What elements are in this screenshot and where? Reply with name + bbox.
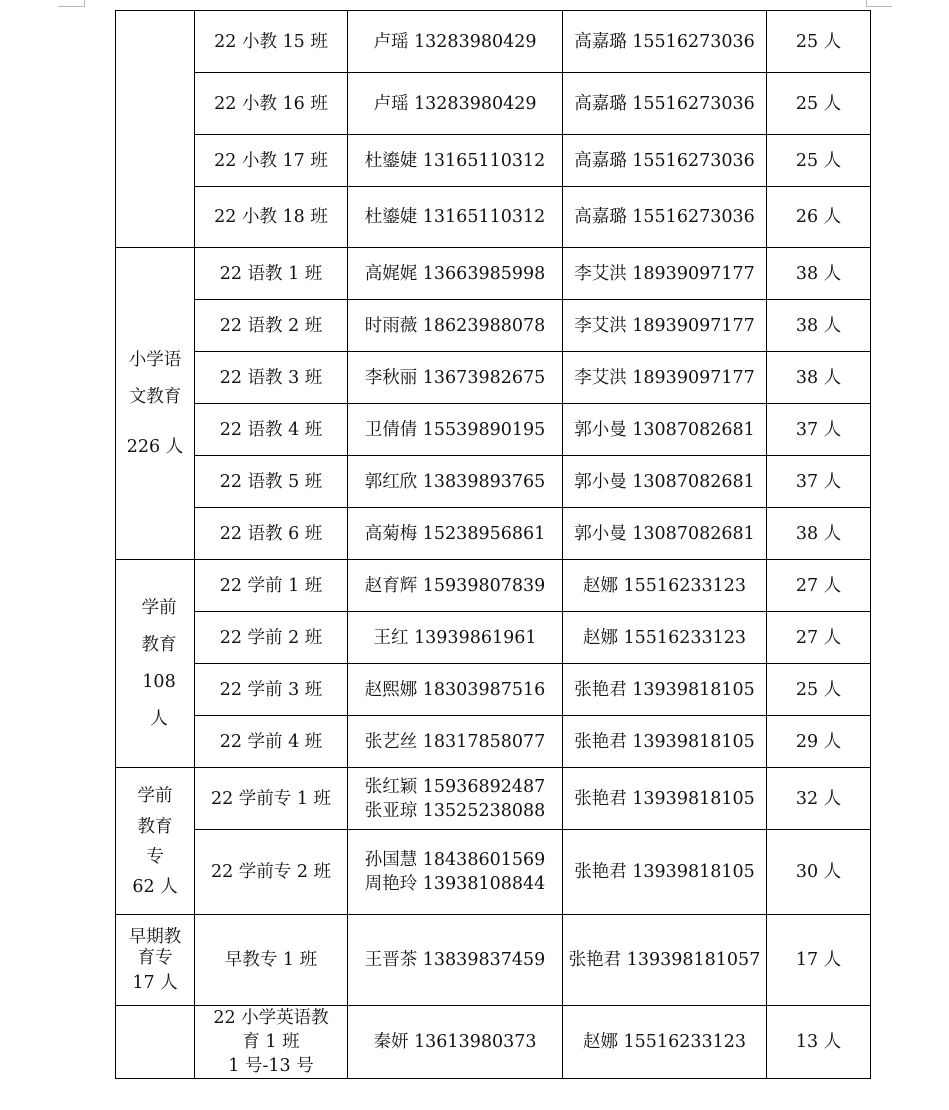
table-row (116, 187, 871, 248)
student-count-cell: 38 人 (767, 508, 871, 560)
category-line: 17 人 (132, 972, 178, 993)
table-row (116, 768, 871, 830)
student-count-cell: 26 人 (767, 187, 871, 248)
class-name-cell: 22 学前 2 班 (195, 612, 348, 664)
table-row (116, 456, 871, 508)
tutor-contact-cell: 张艺丝 18317858077 (348, 716, 563, 768)
table-row (116, 1006, 871, 1079)
student-count-cell: 37 人 (767, 456, 871, 508)
adviser-contact-cell: 郭小曼 13087082681 (563, 404, 767, 456)
category-cell (116, 560, 195, 768)
table-row (116, 73, 871, 135)
class-name-cell (195, 1006, 348, 1079)
adviser-contact-cell: 张艳君 13939818105 (563, 830, 767, 915)
adviser-contact-cell: 张艳君 13939818105 (563, 716, 767, 768)
class-name-cell: 22 小教 17 班 (195, 135, 348, 187)
adviser-contact-cell: 张艳君 139398181057 (563, 915, 767, 1006)
class-name-cell: 22 语教 4 班 (195, 404, 348, 456)
class-name-cell: 22 学前 1 班 (195, 560, 348, 612)
category-cell (116, 768, 195, 915)
page-corner-mark-top-right-h (866, 6, 892, 7)
class-name-cell: 22 小教 18 班 (195, 187, 348, 248)
student-count-cell: 25 人 (767, 11, 871, 73)
student-count-cell: 27 人 (767, 612, 871, 664)
category-line: 教育 (137, 817, 173, 837)
adviser-contact-cell: 李艾洪 18939097177 (563, 352, 767, 404)
tutor-contact-line: 张亚琼 13525238088 (364, 800, 546, 821)
class-name-cell: 22 学前专 2 班 (195, 830, 348, 915)
category-line: 学前 (137, 786, 173, 806)
student-count-cell: 13 人 (767, 1006, 871, 1079)
adviser-contact-cell: 郭小曼 13087082681 (563, 456, 767, 508)
category-line: 人 (150, 708, 168, 729)
table-row (116, 830, 871, 915)
tutor-contact-cell: 卢瑶 13283980429 (348, 73, 563, 135)
table-row (116, 352, 871, 404)
student-count-cell: 30 人 (767, 830, 871, 915)
table-row (116, 560, 871, 612)
class-name-cell: 22 小教 16 班 (195, 73, 348, 135)
adviser-contact-cell: 郭小曼 13087082681 (563, 508, 767, 560)
tutor-contact-cell: 杜鎏婕 13165110312 (348, 187, 563, 248)
class-name-cell: 22 语教 5 班 (195, 456, 348, 508)
tutor-contact-line: 孙国慧 18438601569 (364, 850, 546, 870)
tutor-contact-cell: 王晋茶 13839837459 (348, 915, 563, 1006)
table-row (116, 11, 871, 73)
student-count-cell: 29 人 (767, 716, 871, 768)
class-name-cell: 22 学前 4 班 (195, 716, 348, 768)
class-name-line: 22 小学英语教 (213, 1008, 329, 1028)
category-line: 教育 (141, 634, 177, 655)
adviser-contact-cell: 高嘉璐 15516273036 (563, 73, 767, 135)
category-line: 62 人 (132, 877, 178, 897)
tutor-contact-cell: 李秋丽 13673982675 (348, 352, 563, 404)
student-count-cell: 37 人 (767, 404, 871, 456)
tutor-contact-cell: 高娓娓 13663985998 (348, 248, 563, 300)
tutor-contact-cell: 卫倩倩 15539890195 (348, 404, 563, 456)
student-count-cell: 25 人 (767, 73, 871, 135)
student-count-cell: 38 人 (767, 300, 871, 352)
category-cell (116, 915, 195, 1006)
class-name-cell: 22 学前 3 班 (195, 664, 348, 716)
tutor-contact-cell: 杜鎏婕 13165110312 (348, 135, 563, 187)
category-cell (116, 248, 195, 560)
student-count-cell: 27 人 (767, 560, 871, 612)
table-row (116, 664, 871, 716)
class-roster-table (115, 10, 871, 1079)
page-corner-mark-top-left-v (84, 0, 85, 7)
category-line: 226 人 (126, 437, 184, 457)
category-line: 早期教 (128, 926, 182, 947)
adviser-contact-cell: 张艳君 13939818105 (563, 768, 767, 830)
category-cell (116, 1006, 195, 1079)
tutor-contact-cell: 卢瑶 13283980429 (348, 11, 563, 73)
class-name-cell: 22 语教 1 班 (195, 248, 348, 300)
category-line: 育专 (137, 947, 173, 968)
tutor-contact-line: 周艳玲 13938108844 (364, 874, 546, 894)
student-count-cell: 38 人 (767, 248, 871, 300)
class-name-cell: 22 小教 15 班 (195, 11, 348, 73)
student-count-cell: 32 人 (767, 768, 871, 830)
class-name-line: 1 号-13 号 (228, 1056, 314, 1076)
adviser-contact-cell: 赵娜 15516233123 (563, 612, 767, 664)
page-corner-mark-top-right-v (866, 0, 867, 7)
page-corner-mark-top-left-h (58, 6, 84, 7)
category-line: 专 (146, 847, 164, 867)
adviser-contact-cell: 赵娜 15516233123 (563, 560, 767, 612)
adviser-contact-cell: 赵娜 15516233123 (563, 1006, 767, 1079)
table-row (116, 716, 871, 768)
class-name-cell: 22 学前专 1 班 (195, 768, 348, 830)
tutor-contact-cell: 时雨薇 18623988078 (348, 300, 563, 352)
adviser-contact-cell: 张艳君 13939818105 (563, 664, 767, 716)
table-row (116, 508, 871, 560)
tutor-contact-cell: 秦妍 13613980373 (348, 1006, 563, 1079)
tutor-contact-cell: 赵熙娜 18303987516 (348, 664, 563, 716)
class-name-cell: 22 语教 6 班 (195, 508, 348, 560)
adviser-contact-cell: 高嘉璐 15516273036 (563, 135, 767, 187)
student-count-cell: 17 人 (767, 915, 871, 1006)
class-name-line: 育 1 班 (242, 1032, 300, 1052)
category-line: 108 (142, 671, 176, 692)
table-row (116, 404, 871, 456)
tutor-contact-cell (348, 830, 563, 915)
adviser-contact-cell: 高嘉璐 15516273036 (563, 11, 767, 73)
student-count-cell: 25 人 (767, 135, 871, 187)
tutor-contact-cell: 王红 13939861961 (348, 612, 563, 664)
category-cell (116, 11, 195, 248)
class-name-cell: 早教专 1 班 (195, 915, 348, 1006)
tutor-contact-line: 张红颖 15936892487 (364, 776, 546, 797)
table-row (116, 135, 871, 187)
tutor-contact-cell: 郭红欣 13839893765 (348, 456, 563, 508)
class-name-cell: 22 语教 3 班 (195, 352, 348, 404)
table-row (116, 300, 871, 352)
tutor-contact-cell: 高菊梅 15238956861 (348, 508, 563, 560)
category-line: 文教育 (128, 387, 182, 407)
student-count-cell: 25 人 (767, 664, 871, 716)
class-name-cell: 22 语教 2 班 (195, 300, 348, 352)
category-line: 学前 (141, 597, 177, 618)
table-row (116, 612, 871, 664)
table-row (116, 915, 871, 1006)
adviser-contact-cell: 李艾洪 18939097177 (563, 248, 767, 300)
adviser-contact-cell: 李艾洪 18939097177 (563, 300, 767, 352)
table-row (116, 248, 871, 300)
adviser-contact-cell: 高嘉璐 15516273036 (563, 187, 767, 248)
tutor-contact-cell (348, 768, 563, 830)
student-count-cell: 38 人 (767, 352, 871, 404)
category-line: 小学语 (128, 350, 182, 370)
tutor-contact-cell: 赵育辉 15939807839 (348, 560, 563, 612)
